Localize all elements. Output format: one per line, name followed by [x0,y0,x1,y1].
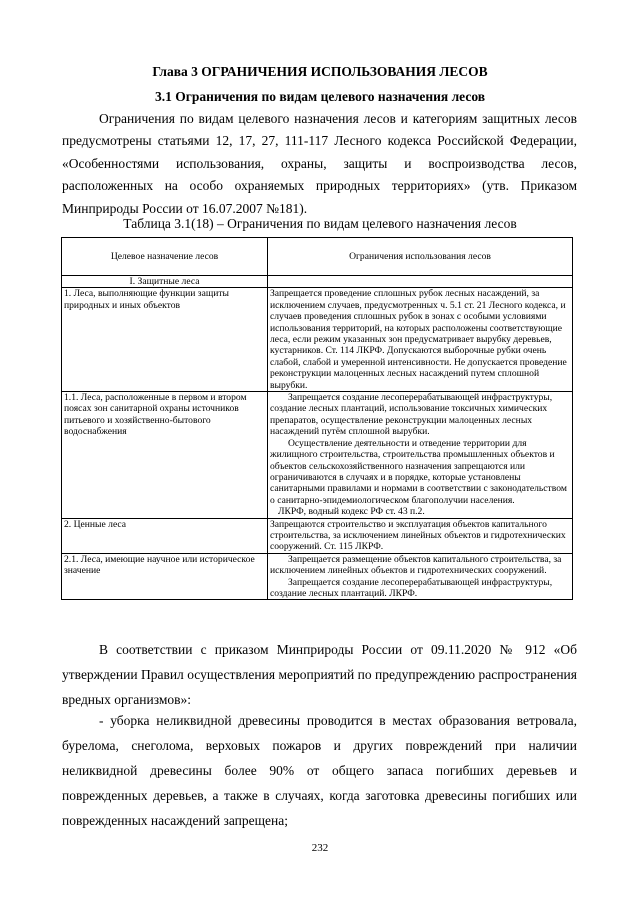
table-header-row [62,238,573,276]
restrictions-cell [268,392,573,518]
restriction-text: Запрещается проведение сплошных рубок лесных насаждений, за исключением случаев, предусмотренных ч. 5.1 ст. 21 Лесного кодекса, и случаев проведения сплошных рубок в зонах с особыми условиями использования территорий, на которых расположены соответствующие леса, если режим указанных зон предусматривает вырубку деревьев, кустарников. Ст. 114 ЛКРФ. Допускаются выборочные рубки очень слабой, слабой и умеренной интенсивности. Не допускается проведение реконструкции малоценных лесных насаждений путем сплошной вырубки. [270,288,567,391]
purpose-cell: 1. Леса, выполняющие функции защиты природных и иных объектов [62,288,268,392]
restrictions-cell [268,288,573,392]
table-row [62,288,573,392]
chapter-title: Глава 3 ОГРАНИЧЕНИЯ ИСПОЛЬЗОВАНИЯ ЛЕСОВ [152,64,488,79]
column-header-restrictions: Ограничения использования лесов [268,238,573,276]
restriction-text: Запрещается создание лесоперерабатывающей инфраструктуры, создание лесных плантаций, использование токсичных химических препаратов, осуществление реконструкции малоценных лесных насаждений путём сплошной вырубки. [270,392,553,438]
group-heading-row [62,276,573,288]
purpose-cell: 2. Ценные леса [62,518,268,553]
table-row [62,518,573,553]
restriction-reference: ЛКРФ, водный кодекс РФ ст. 43 п.2. [278,506,425,518]
restriction-text: Запрещаются строительство и эксплуатация объектов капитального строительства, за исключением линейных объектов и гидротехнических сооружений. Ст. 115 ЛКРФ. [270,518,566,553]
empty-cell [268,276,573,288]
purpose-cell: 2.1. Леса, имеющие научное или историческое значение [62,553,268,600]
table-row [62,553,573,600]
restriction-text: Запрещается размещение объектов капитального строительства, за исключением линейных объектов и гидротехнических сооружений. [270,553,562,577]
purpose-cell: 1.1. Леса, расположенные в первом и втором поясах зон санитарной охраны источников питьевого и хозяйственно-бытового водоснабжения [62,392,268,518]
table-caption: Таблица 3.1(18) – Ограничения по видам целевого назначения лесов [123,216,517,231]
restrictions-table [61,237,573,600]
group-heading: I. Защитные леса [62,276,268,288]
page-number: 232 [311,842,329,854]
restrictions-cell [268,518,573,553]
restriction-text: Осуществление деятельности и отведение территории для жилищного строительства, строительства промышленных объектов и объектов сельскохозяйственного назначения запрещаются или ограничиваются в случаях и в порядке, которые установлены санитарными правилами и нормами в соответствии с законодательством о санитарно-эпидемиологическом благополучии населения. [270,437,567,506]
restrictions-cell [268,553,573,600]
section-title: 3.1 Ограничения по видам целевого назначения лесов [154,89,486,104]
bullet-paragraph: - уборка неликвидной древесины проводится в местах образования ветровала, бурелома, снеголома, верховых пожаров и других повреждений при наличии неликвидной древесины более 90% от общего запаса погибших деревьев и поврежденных деревьев, а также в случаях, когда заготовка древесины погибших или поврежденных насаждений запрещена; [62,713,577,828]
table-row [62,392,573,518]
order-paragraph: В соответствии с приказом Минприроды России от 09.11.2020 № 912 «Об утверждении Правил осуществления мероприятий по предупреждению распространения вредных организмов»: [62,642,577,707]
column-header-purpose: Целевое назначение лесов [62,238,268,276]
restriction-text: Запрещается создание лесоперерабатывающей инфраструктуры, создание лесных плантаций. ЛКРФ. [270,576,553,599]
intro-paragraph: Ограничения по видам целевого назначения лесов и категориям защитных лесов предусмотрены статьями 12, 17, 27, 111-117 Лесного кодекса Российской Федерации, «Особенностями использования, охраны, защиты и воспроизводства лесов, расположенных на особо охраняемых природных территориях» (утв. Приказом Минприроды России от 16.07.2007 №181). [62,111,577,216]
